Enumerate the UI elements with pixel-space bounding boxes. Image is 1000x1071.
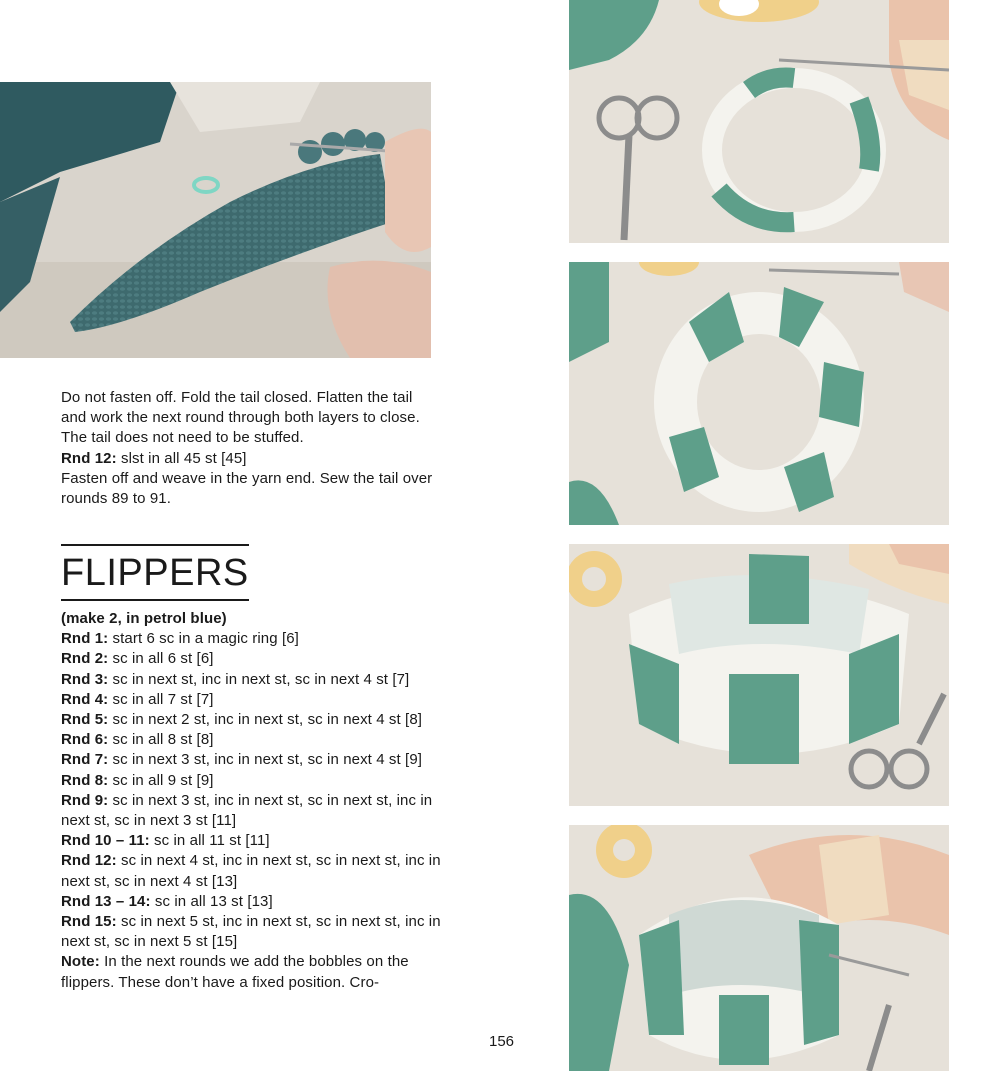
round-text: sc in all 13 st [13]: [150, 892, 273, 910]
round-line: [61, 851, 441, 891]
crochet-ring-photo-1: [569, 0, 949, 243]
round-line: [61, 791, 441, 831]
round-text: sc in next st, inc in next st, sc in next 4 st [7]: [108, 670, 410, 688]
round-label: Rnd 1:: [61, 630, 109, 648]
round-text: sc in next 2 st, inc in next st, sc in next 4 st [8]: [108, 711, 423, 729]
round-label: Rnd 7:: [61, 751, 109, 769]
round-line: [61, 730, 441, 750]
round-line: [61, 649, 441, 669]
round-label: Rnd 6:: [61, 731, 109, 749]
round-text: sc in next 4 st, inc in next st, sc in next st, inc in next st, sc in next 4 st [13]: [61, 852, 441, 890]
round-line: [61, 831, 441, 851]
round-text: start 6 sc in a magic ring [6]: [108, 630, 299, 648]
round-text: sc in all 6 st [6]: [108, 650, 214, 668]
round-label: Rnd 10 – 11:: [61, 832, 150, 850]
round-line: [61, 629, 441, 649]
crochet-ring-photo-2: [569, 262, 949, 525]
round-label: Rnd 12:: [61, 852, 117, 870]
round-label: Rnd 15:: [61, 913, 117, 931]
section-heading: [61, 544, 249, 601]
crochet-tail-photo: [0, 82, 431, 358]
page-number: 156: [489, 1033, 515, 1050]
round-line: [61, 710, 441, 730]
crochet-basket-photo-3: [569, 544, 949, 806]
round-text: slst in all 45 st [45]: [116, 449, 247, 467]
intro-text: [61, 388, 441, 509]
round-text: sc in all 8 st [8]: [108, 731, 214, 749]
crochet-basket-photo-4: [569, 825, 949, 1071]
round-text: sc in next 3 st, inc in next st, sc in next st, inc in next st, sc in next 3 st [11]: [61, 791, 433, 830]
round-label: Rnd 5:: [61, 711, 109, 729]
note-text: In the next rounds we add the bobbles on the flippers. These don’t have a fixed position. Cro-: [61, 953, 409, 991]
pattern-instructions: [61, 609, 441, 993]
round-line: [61, 670, 441, 690]
round-text: sc in next 3 st, inc in next st, sc in next 4 st [9]: [108, 751, 423, 769]
section-title: FLIPPERS: [61, 552, 249, 594]
round-label: Rnd 8:: [61, 771, 109, 789]
note-label: Note:: [61, 953, 100, 971]
round-label: Rnd 4:: [61, 690, 109, 708]
round-line: [61, 771, 441, 791]
round-line: [61, 690, 441, 710]
round-label: Rnd 9:: [61, 791, 109, 809]
round-label: Rnd 12:: [61, 449, 117, 467]
round-label: Rnd 2:: [61, 650, 109, 668]
round-label: Rnd 13 – 14:: [61, 892, 151, 910]
round-text: sc in all 7 st [7]: [108, 690, 214, 708]
section-subtitle: (make 2, in petrol blue): [61, 610, 227, 627]
round-line: [61, 892, 441, 912]
intro-paragraph: Do not fasten off. Fold the tail closed. Flatten the tail and work the next round through both layers to close. The tail does not need to be stuffed.: [61, 389, 420, 447]
intro-closing: Fasten off and weave in the yarn end. Sew the tail over rounds 89 to 91.: [61, 469, 433, 508]
note-line: [61, 952, 441, 992]
round-text: sc in all 11 st [11]: [149, 832, 270, 850]
intro-round: [61, 449, 441, 469]
round-line: [61, 912, 441, 952]
round-line: [61, 750, 441, 770]
round-text: sc in next 5 st, inc in next st, sc in next st, inc in next st, sc in next 5 st [15]: [61, 913, 441, 951]
round-label: Rnd 3:: [61, 670, 109, 688]
round-text: sc in all 9 st [9]: [108, 771, 214, 789]
